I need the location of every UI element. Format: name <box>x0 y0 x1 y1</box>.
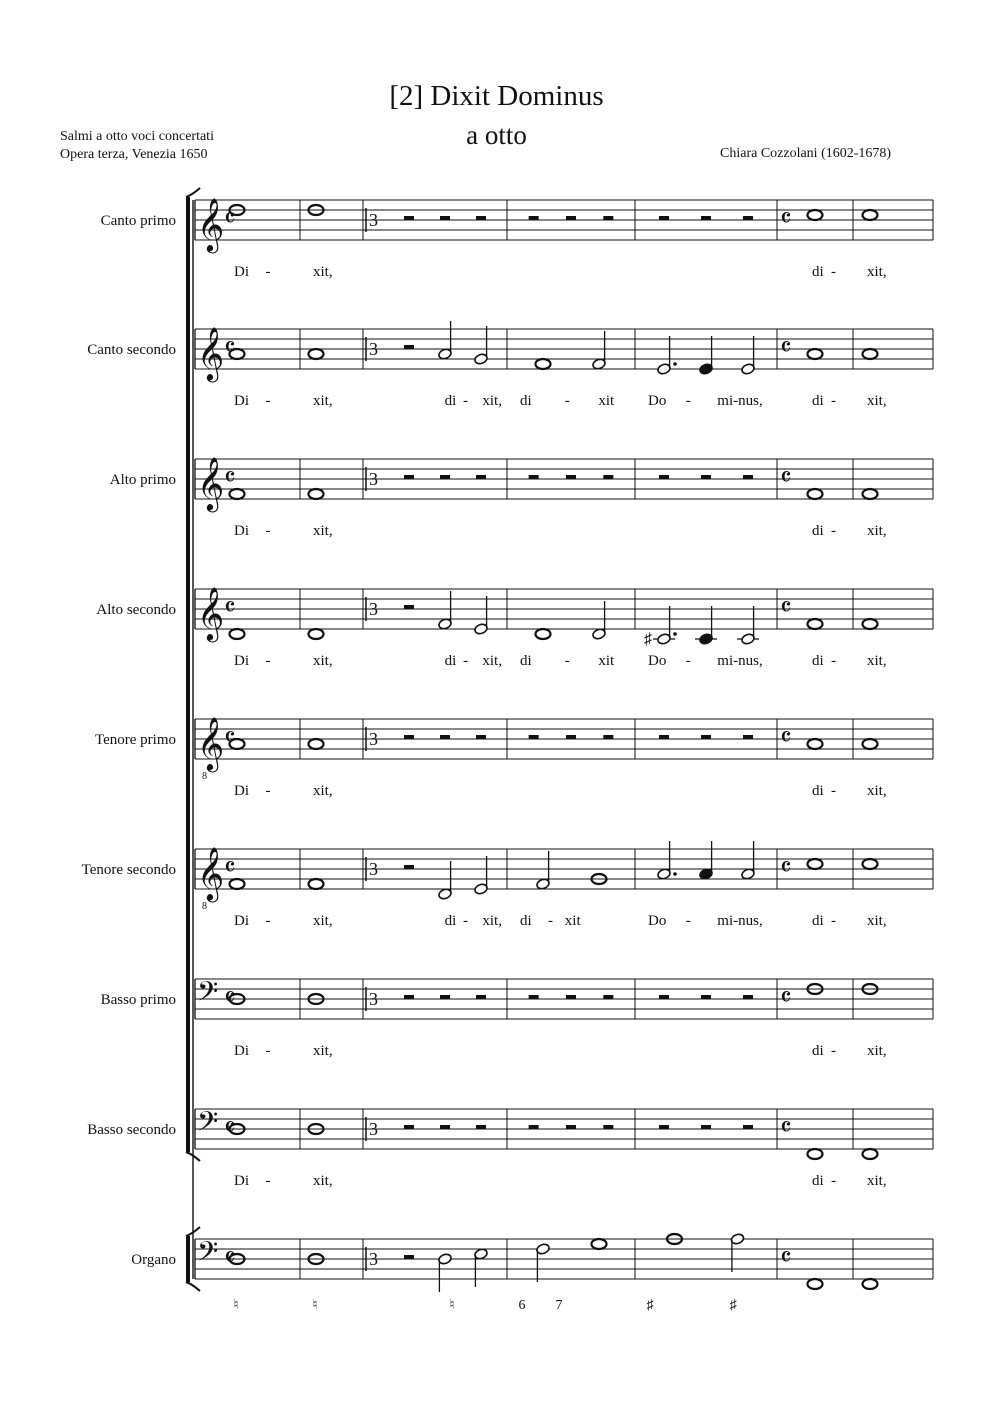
half-rest <box>743 1125 753 1129</box>
whole-note <box>863 349 878 359</box>
half-rest <box>404 1125 414 1129</box>
half-rest <box>743 995 753 999</box>
lyric-syllable: Do <box>648 393 667 409</box>
meter-three: 3 <box>369 1249 378 1269</box>
common-time-icon: 𝄴 <box>224 463 236 492</box>
staff-name: Tenore primo <box>94 732 176 748</box>
composer: Chiara Cozzolani (1602-1678) <box>720 146 892 161</box>
lyric-syllable: xit, <box>867 653 887 669</box>
lyric-syllable: di <box>444 653 457 669</box>
lyric-syllable: xit, <box>482 913 502 929</box>
half-rest <box>404 865 414 869</box>
lyric-syllable: - <box>265 653 271 669</box>
half-rest <box>476 995 486 999</box>
lyric-syllable: Di <box>234 393 249 409</box>
whole-note <box>863 489 878 499</box>
lyric-syllable: - <box>265 1043 271 1059</box>
whole-note <box>808 210 823 220</box>
lyric-syllable: Di <box>234 913 249 929</box>
lyric-syllable: xit, <box>313 653 333 669</box>
sharp-icon: ♯ <box>644 631 652 648</box>
lyric-syllable: Di <box>234 1173 249 1189</box>
lyric-syllable: xit, <box>867 264 887 280</box>
lyric-syllable: - <box>265 393 271 409</box>
whole-note <box>863 210 878 220</box>
whole-note <box>230 489 245 499</box>
meter-three: 3 <box>369 339 378 359</box>
common-time-icon: 𝄴 <box>224 593 236 622</box>
whole-note <box>230 879 245 889</box>
half-rest <box>476 475 486 479</box>
half-rest <box>701 475 711 479</box>
figured-bass-figure: ♯ <box>729 1298 737 1313</box>
staff-name: Tenore secondo <box>81 862 176 878</box>
lyric-syllable: - <box>265 1173 271 1189</box>
whole-note <box>808 1149 823 1159</box>
whole-note <box>536 629 551 639</box>
half-rest <box>603 475 613 479</box>
half-rest <box>476 735 486 739</box>
staff-name: Canto secondo <box>87 342 176 358</box>
half-rest <box>659 1125 669 1129</box>
half-rest <box>566 1125 576 1129</box>
lyric-syllable: - <box>685 653 691 669</box>
whole-note <box>808 349 823 359</box>
augmentation-dot <box>673 362 677 366</box>
whole-note <box>309 739 324 749</box>
whole-note <box>592 1239 607 1249</box>
lyric-syllable: di <box>812 1173 824 1189</box>
choir-bracket <box>186 197 190 1152</box>
half-rest <box>701 1125 711 1129</box>
whole-note <box>808 859 823 869</box>
staff-3 <box>96 587 933 669</box>
common-time-icon: 𝄴 <box>224 723 236 752</box>
common-time-icon: 𝄴 <box>780 204 792 233</box>
half-rest <box>440 735 450 739</box>
lyric-syllable: xit, <box>313 523 333 539</box>
meter-three: 3 <box>369 989 378 1009</box>
half-rest <box>659 735 669 739</box>
treble-clef-icon: 𝄞 <box>197 718 225 769</box>
piece-title: [2] Dixit Dominus <box>389 80 604 112</box>
bass-clef-icon: 𝄢 <box>197 1238 219 1274</box>
piece-subtitle: a otto <box>466 120 527 150</box>
lyric-syllable: - <box>831 913 836 929</box>
staff-name: Alto primo <box>109 472 176 488</box>
lyric-syllable: mi-nus, <box>717 913 763 929</box>
figured-bass-figure: 6 <box>518 1298 526 1313</box>
source-line-1: Salmi a otto voci concertati <box>60 129 214 144</box>
half-rest <box>701 216 711 220</box>
lyric-syllable: - <box>462 393 468 409</box>
lyric-syllable: xit, <box>867 1173 887 1189</box>
half-rest <box>566 216 576 220</box>
lyric-syllable: xit <box>564 913 581 929</box>
whole-note <box>863 1149 878 1159</box>
lyric-syllable: - <box>831 653 836 669</box>
common-time-icon: 𝄴 <box>224 333 236 362</box>
figured-bass-figure: ♮ <box>449 1298 455 1313</box>
half-rest <box>440 1125 450 1129</box>
half-rest <box>476 1125 486 1129</box>
half-rest <box>566 735 576 739</box>
lyric-syllable: - <box>462 913 468 929</box>
common-time-icon: 𝄴 <box>224 204 236 233</box>
lyric-syllable: xit, <box>313 264 333 280</box>
lyric-syllable: xit, <box>867 1043 887 1059</box>
staff-name: Organo <box>131 1252 176 1268</box>
staff-name: Alto secondo <box>96 602 176 618</box>
half-rest <box>659 995 669 999</box>
bass-clef-icon: 𝄢 <box>197 1108 219 1144</box>
whole-note <box>863 1279 878 1289</box>
organ-bracket <box>186 1236 190 1282</box>
lyric-syllable: di <box>812 393 824 409</box>
common-time-icon: 𝄴 <box>780 983 792 1012</box>
half-rest <box>440 995 450 999</box>
lyric-syllable: - <box>462 653 468 669</box>
lyric-syllable: xit, <box>313 393 333 409</box>
lyric-syllable: - <box>831 783 836 799</box>
half-rest <box>566 995 576 999</box>
lyric-syllable: - <box>831 1173 836 1189</box>
figured-bass-figure: ♮ <box>312 1298 318 1313</box>
half-rest <box>659 216 669 220</box>
lyric-syllable: - <box>685 393 691 409</box>
common-time-icon: 𝄴 <box>224 983 236 1012</box>
half-rest <box>603 735 613 739</box>
whole-note <box>309 879 324 889</box>
lyric-syllable: - <box>265 913 271 929</box>
lyric-syllable: xit, <box>867 523 887 539</box>
half-rest <box>529 475 539 479</box>
bracket-hook-top <box>186 188 200 197</box>
whole-note <box>536 359 551 369</box>
half-rest <box>743 735 753 739</box>
half-rest <box>529 1125 539 1129</box>
whole-note <box>309 349 324 359</box>
staff-4 <box>95 717 933 799</box>
whole-note <box>863 619 878 629</box>
whole-note <box>309 629 324 639</box>
lyric-syllable: xit, <box>313 783 333 799</box>
half-rest <box>440 216 450 220</box>
whole-note <box>863 739 878 749</box>
whole-note <box>230 629 245 639</box>
treble-clef-icon: 𝄞 <box>197 848 225 899</box>
lyric-syllable: di <box>520 393 532 409</box>
lyric-syllable: - <box>831 264 836 280</box>
half-rest <box>603 995 613 999</box>
lyric-syllable: di <box>520 913 532 929</box>
treble-clef-icon: 𝄞 <box>197 588 225 639</box>
half-rest <box>404 605 414 609</box>
lyric-syllable: mi-nus, <box>717 393 763 409</box>
common-time-icon: 𝄴 <box>780 853 792 882</box>
staff-6 <box>101 978 933 1059</box>
lyric-syllable: Do <box>648 653 667 669</box>
common-time-icon: 𝄴 <box>224 1243 236 1272</box>
half-rest <box>701 735 711 739</box>
figured-bass-figure: 7 <box>555 1298 563 1313</box>
half-rest <box>529 216 539 220</box>
half-rest <box>404 345 414 349</box>
half-rest <box>603 1125 613 1129</box>
staff-name: Basso secondo <box>87 1122 176 1138</box>
half-rest <box>603 216 613 220</box>
half-rest <box>404 735 414 739</box>
common-time-icon: 𝄴 <box>224 1113 236 1142</box>
whole-note <box>808 1279 823 1289</box>
common-time-icon: 𝄴 <box>780 723 792 752</box>
lyric-syllable: di <box>812 653 824 669</box>
lyric-syllable: xit, <box>313 1043 333 1059</box>
common-time-icon: 𝄴 <box>224 853 236 882</box>
octave-8-mark: 8 <box>202 771 207 782</box>
lyric-syllable: - <box>265 783 271 799</box>
meter-three: 3 <box>369 859 378 879</box>
half-rest <box>404 216 414 220</box>
common-time-icon: 𝄴 <box>780 463 792 492</box>
lyric-syllable: di <box>444 913 457 929</box>
half-rest <box>404 1255 414 1259</box>
whole-note <box>309 489 324 499</box>
staff-name: Canto primo <box>100 213 176 229</box>
lyric-syllable: - <box>265 523 271 539</box>
common-time-icon: 𝄴 <box>780 1113 792 1142</box>
lyric-syllable: - <box>831 1043 836 1059</box>
lyric-syllable: xit, <box>867 913 887 929</box>
half-rest <box>440 475 450 479</box>
staff-8 <box>131 1233 933 1313</box>
lyric-syllable: xit <box>598 653 615 669</box>
whole-note <box>808 619 823 629</box>
staff-7 <box>87 1108 933 1189</box>
lyric-syllable: - <box>265 264 271 280</box>
augmentation-dot <box>673 872 677 876</box>
source-line-2: Opera terza, Venezia 1650 <box>60 147 208 162</box>
lyric-syllable: - <box>831 523 836 539</box>
whole-note <box>863 859 878 869</box>
lyric-syllable: Di <box>234 653 249 669</box>
lyric-syllable: Di <box>234 264 249 280</box>
common-time-icon: 𝄴 <box>780 1243 792 1272</box>
lyric-syllable: di <box>812 523 824 539</box>
lyric-syllable: - <box>831 393 836 409</box>
staff-5 <box>82 841 933 929</box>
half-rest <box>404 995 414 999</box>
half-rest <box>659 475 669 479</box>
half-rest <box>529 735 539 739</box>
lyric-syllable: - <box>685 913 691 929</box>
augmentation-dot <box>673 632 677 636</box>
lyric-syllable: di <box>812 913 824 929</box>
lyric-syllable: Do <box>648 913 667 929</box>
lyric-syllable: xit, <box>482 393 502 409</box>
lyric-syllable: di <box>812 783 824 799</box>
lyric-syllable: di <box>812 264 824 280</box>
staff-1 <box>87 321 933 409</box>
meter-three: 3 <box>369 599 378 619</box>
half-rest <box>743 216 753 220</box>
lyric-syllable: di <box>812 1043 824 1059</box>
lyric-syllable: xit, <box>313 1173 333 1189</box>
whole-note <box>808 489 823 499</box>
meter-three: 3 <box>369 729 378 749</box>
treble-clef-icon: 𝄞 <box>197 458 225 509</box>
half-rest <box>701 995 711 999</box>
treble-clef-icon: 𝄞 <box>197 199 225 250</box>
staff-name: Basso primo <box>100 992 176 1008</box>
lyric-syllable: - <box>564 393 570 409</box>
half-rest <box>404 475 414 479</box>
half-rest <box>476 216 486 220</box>
lyric-syllable: Di <box>234 783 249 799</box>
common-time-icon: 𝄴 <box>780 333 792 362</box>
staff-0 <box>101 198 933 280</box>
whole-note <box>808 739 823 749</box>
figured-bass-figure: ♮ <box>233 1298 239 1313</box>
lyric-syllable: xit, <box>867 783 887 799</box>
lyric-syllable: Di <box>234 1043 249 1059</box>
meter-three: 3 <box>369 469 378 489</box>
meter-three: 3 <box>369 1119 378 1139</box>
figured-bass-figure: ♯ <box>646 1298 654 1313</box>
organ-bracket-hook-bottom <box>186 1282 200 1291</box>
lyric-syllable: xit <box>598 393 615 409</box>
octave-8-mark: 8 <box>202 901 207 912</box>
lyric-syllable: - <box>548 913 553 929</box>
meter-three: 3 <box>369 210 378 230</box>
treble-clef-icon: 𝄞 <box>197 328 225 379</box>
lyric-syllable: Di <box>234 523 249 539</box>
common-time-icon: 𝄴 <box>780 593 792 622</box>
lyric-syllable: di <box>520 653 532 669</box>
lyric-syllable: xit, <box>313 913 333 929</box>
lyric-syllable: xit, <box>482 653 502 669</box>
lyric-syllable: - <box>564 653 570 669</box>
half-rest <box>566 475 576 479</box>
bass-clef-icon: 𝄢 <box>197 978 219 1014</box>
half-rest <box>743 475 753 479</box>
lyric-syllable: xit, <box>867 393 887 409</box>
half-rest <box>529 995 539 999</box>
staff-2 <box>110 457 933 539</box>
lyric-syllable: mi-nus, <box>717 653 763 669</box>
lyric-syllable: di <box>444 393 457 409</box>
